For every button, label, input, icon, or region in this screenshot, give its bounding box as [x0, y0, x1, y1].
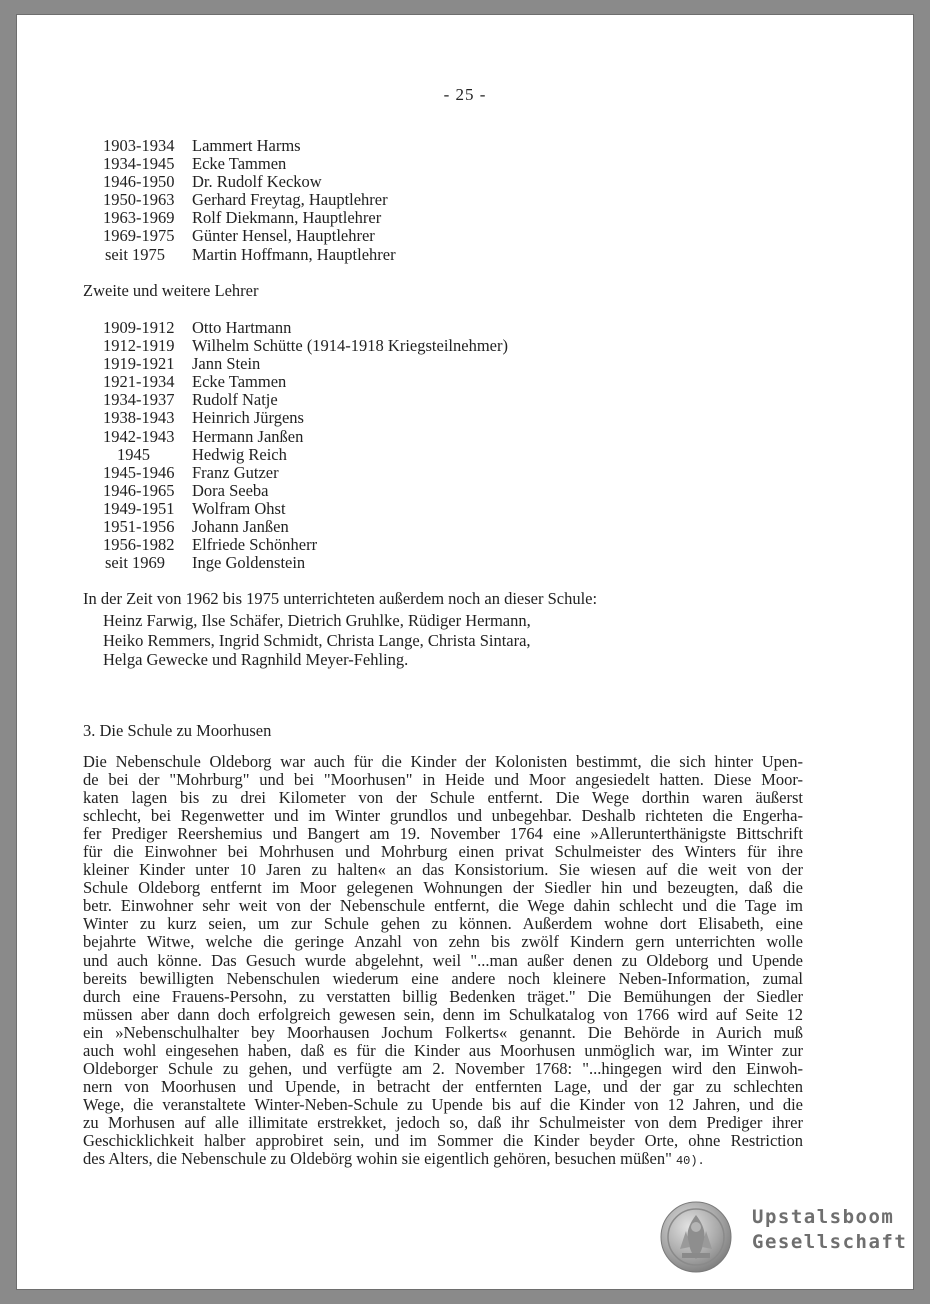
additional-teachers-names	[103, 611, 531, 670]
text-line: müssen aber dann doch erfolgreich gewesen sein, denn im Schulkatalog von 1766 wird auf Seite 12	[83, 1004, 803, 1024]
text-line: ein »Nebenschulhalter bey Moorhausen Jochum Folkerts« genannt. Die Behörde in Aurich muß	[83, 1022, 803, 1042]
footnote-reference: 40).	[675, 1154, 705, 1169]
list-item: 1950-1963 Gerhard Freytag, Hauptlehrer	[103, 190, 388, 210]
text-line: nern von Moorhusen und Upende, in betracht der entfernten Lage, und der gar zu schlechten	[83, 1076, 803, 1096]
document-page	[17, 15, 913, 1289]
text-line: auch wohl eingesehen haben, daß es für die Kinder aus Moorhusen unmöglich war, im Winter zur	[83, 1040, 803, 1060]
logo-text-line2: Gesellschaft	[752, 1231, 908, 1253]
names-line: Heiko Remmers, Ingrid Schmidt, Christa Lange, Christa Sintara,	[103, 630, 531, 650]
text-line: für die Einwohner bei Mohrhusen und Mohrburg einen privat Schulmeister des Winters für ihre	[83, 842, 803, 862]
text-line: Wege, die veranstaltete Winter-Neben-Schule zu Upende bis auf die Kinder von 12 Jahren, und die	[83, 1094, 803, 1114]
second-teacher-list	[103, 319, 508, 572]
text-line: kleiner Kinder unter 10 Jaren zu halten« an das Konsistorium. Sie wiesen auf die weit von der	[83, 860, 803, 880]
text-line: bejahrte Witwe, welche die geringe Anzahl von zehn bis zwölf Kindern gern unterrichten wolle	[83, 932, 803, 952]
list-item: seit 1975 Martin Hoffmann, Hauptlehrer	[105, 244, 396, 264]
list-item: 1938-1943 Heinrich Jürgens	[103, 408, 304, 428]
publisher-logo	[660, 1201, 908, 1277]
list-item: 1949-1951 Wolfram Ohst	[103, 498, 286, 518]
list-item: 1969-1975 Günter Hensel, Hauptlehrer	[103, 226, 375, 246]
text-line: schlecht, bei Regenwetter und im Winter grundlos und unbegehbar. Deshalb richteten die Engerha-	[83, 806, 803, 826]
text-line: de bei der "Mohrburg" und bei "Moorhusen" in Heide und Moor angesiedelt hatten. Diese Moor-	[83, 770, 803, 790]
text-line: durch eine Frauens-Persohn, zu verstatten billig Bedenken träget." Die Bemühungen der Siedler	[83, 986, 803, 1006]
body-paragraph	[83, 753, 803, 1170]
list-item: 1903-1934 Lammert Harms	[103, 136, 301, 155]
names-line: Helga Gewecke und Ragnhild Meyer-Fehling.	[103, 650, 409, 669]
text-line: Die Nebenschule Oldeborg war auch für die Kinder der Kolonisten bestimmt, die sich hinter Upen-	[83, 752, 803, 771]
names-line: Heinz Farwig, Ilse Schäfer, Dietrich Gruhlke, Rüdiger Hermann,	[103, 611, 531, 630]
list-item: seit 1969 Inge Goldenstein	[105, 553, 306, 573]
head-teacher-list	[103, 137, 396, 264]
text-line: bereits bewilligten Nebenschulen wiederum eine andere noch kleinere Neben-Information, zumal	[83, 968, 803, 988]
text-line: betr. Einwohner sehr weit von der Nebenschule entfernt, die Wege dahin schlecht und die Tage im	[83, 896, 803, 916]
list-item: 1942-1943 Hermann Janßen	[103, 426, 304, 446]
list-item: 1945 Hedwig Reich	[117, 444, 287, 464]
text-line: und auch könne. Das Gesuch wurde abgelehnt, weil "...man außer denen zu Oldeborg und Upende	[83, 950, 803, 970]
list-item: 1921-1934 Ecke Tammen	[103, 372, 287, 392]
list-item: 1934-1937 Rudolf Natje	[103, 390, 278, 410]
section-heading: 3. Die Schule zu Moorhusen	[83, 721, 272, 740]
list-item: 1951-1956 Johann Janßen	[103, 517, 289, 537]
list-item: 1912-1919 Wilhelm Schütte (1914-1918 Kriegsteilnehmer)	[103, 336, 508, 356]
text-line: Winter zu kurz seien, um zur Schule gehen zu können. Außerdem wohne dort Elisabeth, eine	[83, 914, 803, 934]
logo-text-line1: Upstalsboom	[752, 1206, 895, 1228]
list-item: 1963-1969 Rolf Diekmann, Hauptlehrer	[103, 208, 382, 228]
page-number: - 25 -	[443, 85, 487, 104]
additional-teachers-intro: In der Zeit von 1962 bis 1975 unterrichteten außerdem noch an dieser Schule:	[83, 589, 598, 608]
text-line: katen lagen bis zu drei Kilometer von der Schule entfernt. Die Wege dorthin waren äußerst	[83, 788, 803, 808]
second-teachers-heading: Zweite und weitere Lehrer	[83, 281, 259, 300]
list-item: 1956-1982 Elfriede Schönherr	[103, 535, 318, 555]
list-item: 1945-1946 Franz Gutzer	[103, 462, 279, 482]
list-item: 1946-1950 Dr. Rudolf Keckow	[103, 172, 322, 192]
seal-icon	[660, 1201, 732, 1273]
text-line: Schule Oldeborg entfernt im Moor gelegenen Wohnungen der Siedler hin und bezeugten, daß die	[83, 878, 803, 898]
text-line: fer Prediger Reershemius und Bangert am 19. November 1764 eine »Allerunterthänigste Bittschrift	[83, 824, 803, 844]
text-line: Oldeborger Schule zu gehen, und verfügte am 2. November 1768: "...hingegen wird den Einwoh-	[83, 1058, 803, 1078]
text-line: Geschicklichkeit halber approbiret sein, und im Sommer die Kinder beyder Orte, ohne Restriction	[83, 1130, 803, 1150]
text-line: zu Morhusen auf alle illimitate erstrekket, jedoch so, daß ihr Schulmeister von dem Prediger ihrer	[83, 1112, 803, 1132]
list-item: 1934-1945 Ecke Tammen	[103, 154, 287, 174]
text-line-last: des Alters, die Nebenschule zu Oldebörg wohin sie eigentlich gehören, besuchen müßen" 40).	[83, 1149, 705, 1169]
list-item: 1909-1912 Otto Hartmann	[103, 318, 292, 337]
list-item: 1919-1921 Jann Stein	[103, 354, 261, 374]
list-item: 1946-1965 Dora Seeba	[103, 480, 269, 500]
